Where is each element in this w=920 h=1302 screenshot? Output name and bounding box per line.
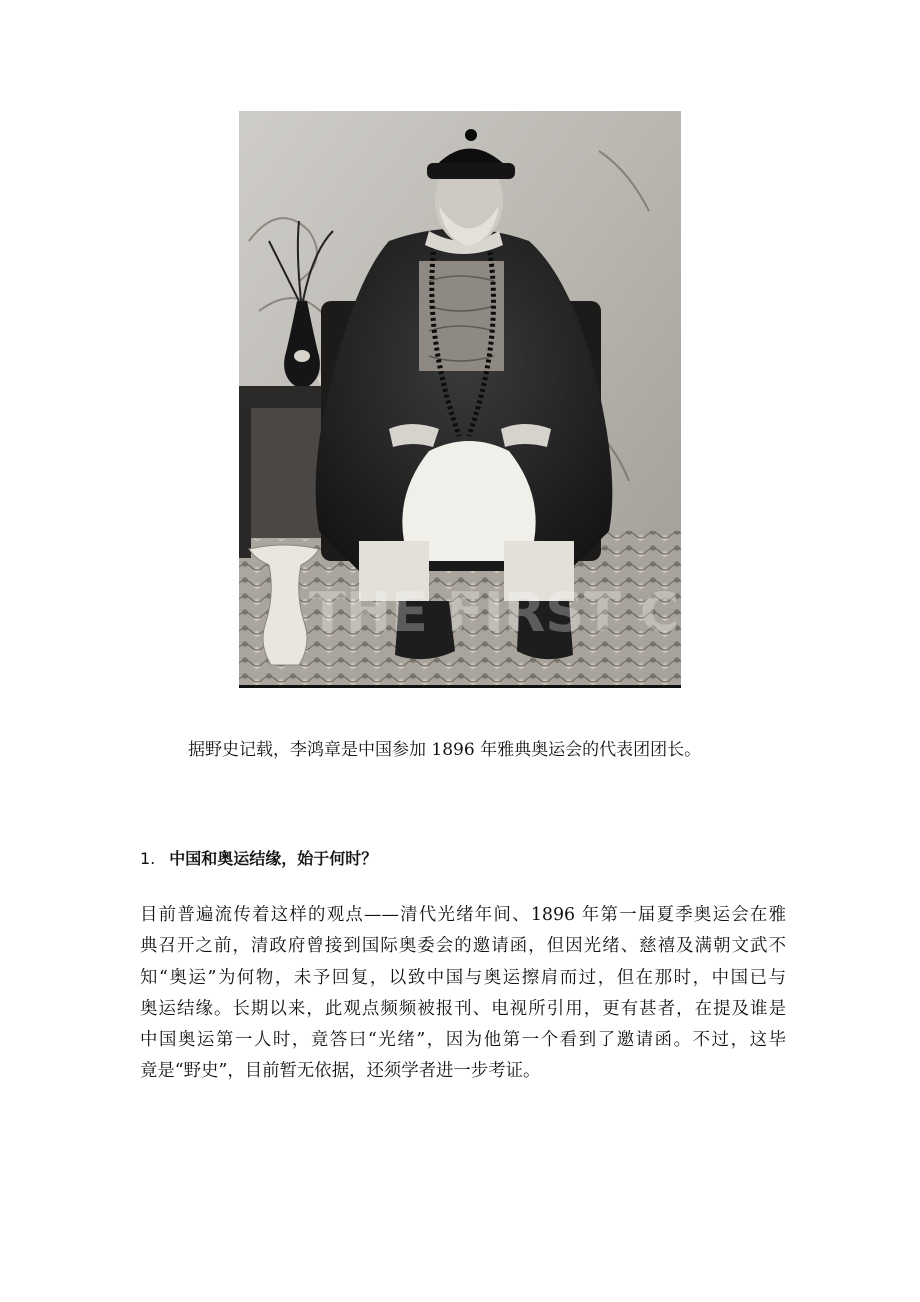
paragraph-line: 知“奥运”为何物，未予回复，以致中国与奥运擦肩而过，但在那时，中国已与 (140, 967, 786, 988)
section-number: 1. (140, 849, 156, 868)
paragraph-line: 奥运结缘。长期以来，此观点频频被报刊、电视所引用，更有甚者，在提及谁是 (140, 998, 786, 1019)
portrait-image (239, 111, 681, 685)
paragraph-line: 中国奥运第一人时，竟答曰“光绪”，因为他第一个看到了邀请函。不过，这毕 (140, 1030, 786, 1051)
paragraph-line: 竟是“野史”，目前暂无依据，还须学者进一步考证。 (140, 1061, 541, 1082)
portrait-photo (239, 111, 681, 688)
watermark-text: THE FIRST C (309, 581, 680, 644)
paragraph-line: 目前普遍流传着这样的观点——清代光绪年间、1896 年第一届夏季奥运会在雅 (140, 905, 786, 925)
body-paragraph (140, 900, 786, 1088)
section-title: 中国和奥运结缘，始于何时？ (169, 849, 378, 868)
section-heading (140, 846, 377, 869)
photo-caption: 据野史记载，李鸿章是中国参加 1896 年雅典奥运会的代表团团长。 (188, 740, 702, 760)
paragraph-line: 典召开之前，清政府曾接到国际奥委会的邀请函，但因光绪、慈禧及满朝文武不 (140, 936, 786, 957)
